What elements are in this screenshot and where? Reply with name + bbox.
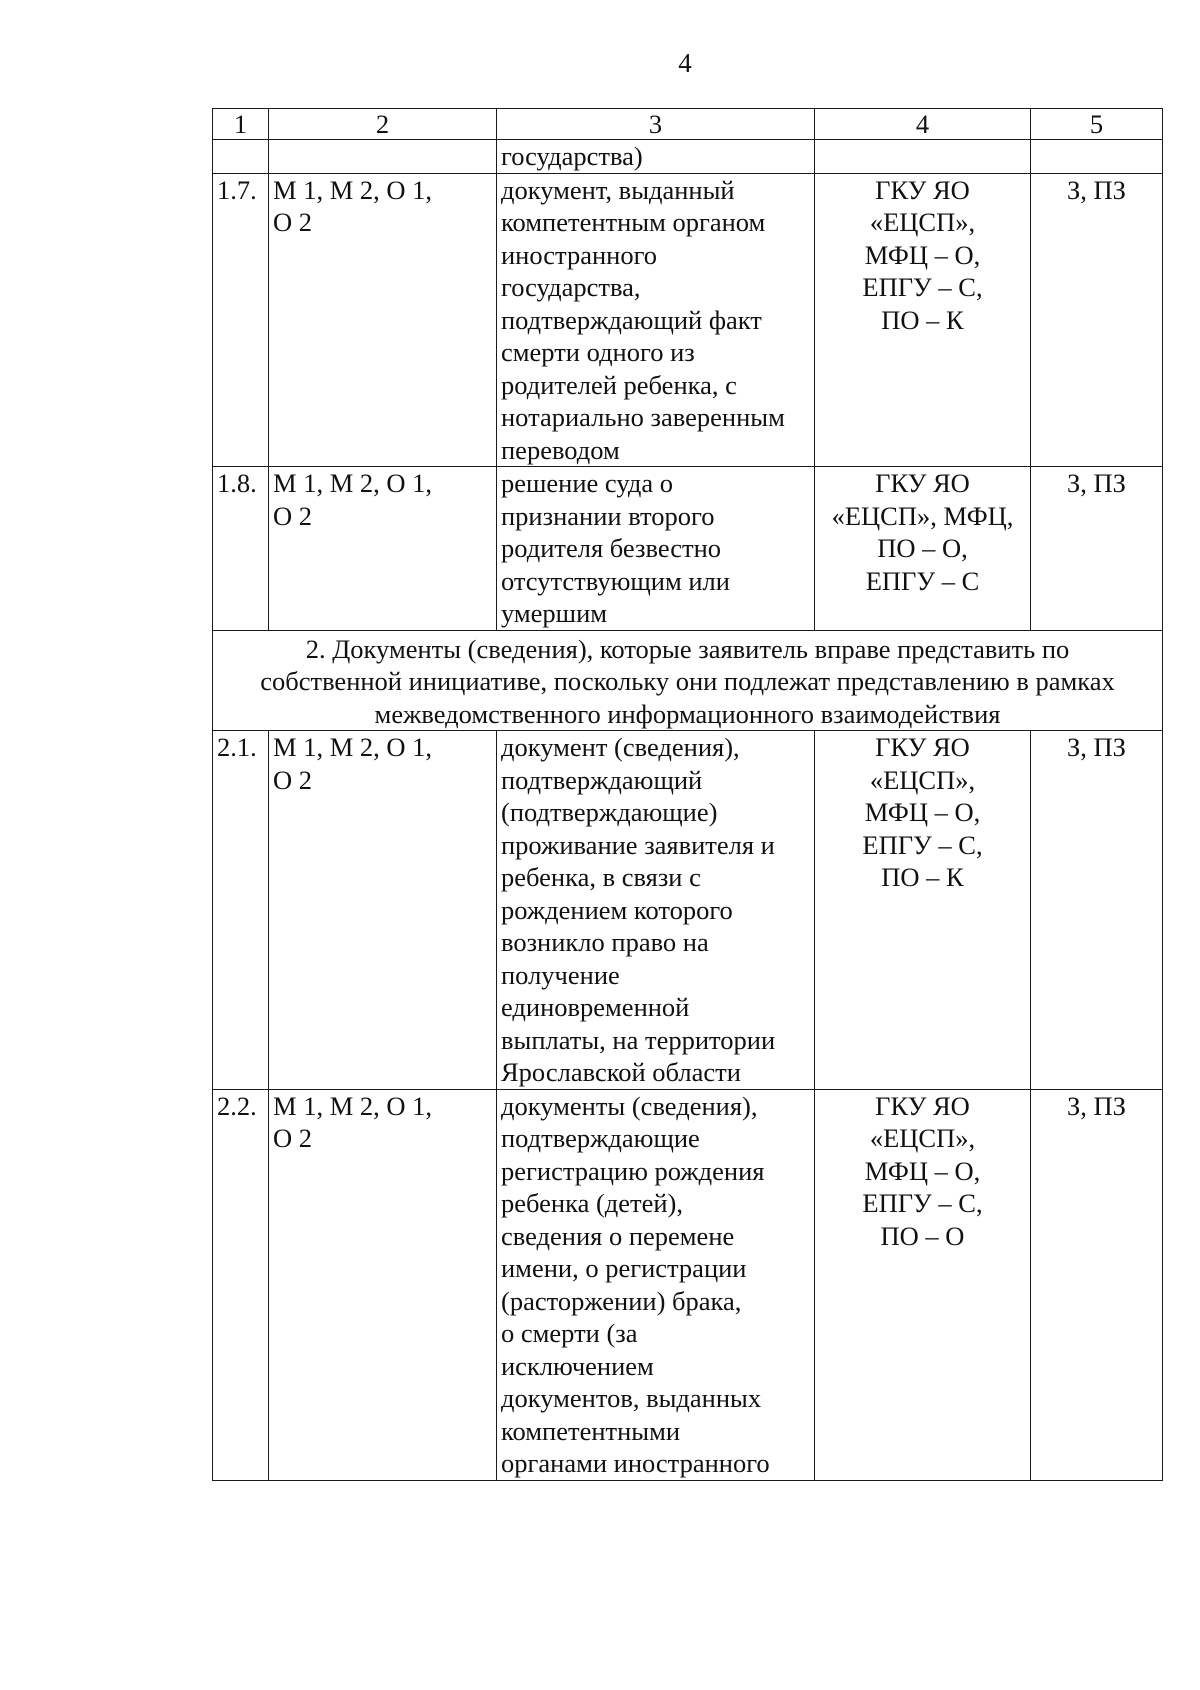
- table-row: [213, 731, 1163, 1090]
- category-codes-line: М 1, М 2, О 1,: [273, 1090, 433, 1121]
- document-description-line: рождением которого: [501, 894, 733, 925]
- submission-places-line: МФЦ – О,: [864, 1155, 981, 1186]
- document-description-line: компетентным органом: [501, 207, 766, 237]
- submission-places-line: ЕПГУ – С,: [862, 272, 983, 302]
- item-number: [213, 140, 269, 174]
- column-header: 4: [815, 109, 1031, 140]
- section-heading: [213, 630, 1163, 731]
- submission-places-line: ЕПГУ – С,: [862, 1188, 983, 1218]
- document-description-line: регистрацию рождения: [501, 1155, 765, 1186]
- table-row: [213, 140, 1163, 174]
- category-codes-line: М 1, М 2, О 1,: [273, 732, 433, 762]
- table-header-row: [213, 109, 1163, 140]
- category-codes-line: М 1, М 2, О 1,: [273, 468, 433, 498]
- document-form: З, ПЗ: [1031, 731, 1163, 1090]
- document-description-line: имени, о регистрации: [501, 1253, 747, 1283]
- table-row: [213, 173, 1163, 467]
- document-description-line: решение суда о: [501, 468, 674, 498]
- submission-places-line: ЕПГУ – С,: [862, 829, 983, 860]
- document-description-line: единовременной: [501, 992, 690, 1022]
- submission-places-line: ГКУ ЯО: [875, 1090, 970, 1121]
- item-number: 1.8.: [213, 467, 269, 631]
- submission-places-line: «ЕЦСП»,: [869, 207, 976, 237]
- submission-places-line: «ЕЦСП», МФЦ,: [831, 500, 1014, 531]
- document-description-line: ребенка, в связи с: [501, 862, 701, 892]
- document-description-line: документов, выданных: [501, 1383, 762, 1413]
- document-description-line: отсутствующим или: [501, 565, 730, 596]
- submission-places: [815, 140, 1031, 174]
- submission-places-line: ГКУ ЯО: [875, 174, 970, 205]
- submission-places-line: «ЕЦСП»,: [869, 1123, 976, 1153]
- document-description-line: о смерти (за: [501, 1318, 638, 1348]
- submission-places-line: ПО – О: [880, 1220, 965, 1251]
- category-codes: [269, 731, 497, 1090]
- category-codes: [269, 173, 497, 467]
- document-description-line: признании второго: [501, 500, 715, 531]
- submission-places-line: ЕПГУ – С: [865, 565, 980, 596]
- submission-places-line: «ЕЦСП»,: [869, 764, 976, 795]
- document-description-line: нотариально заверенным: [501, 402, 785, 432]
- document-description-line: (подтверждающие): [501, 797, 718, 827]
- document-description-line: документ (сведения),: [501, 732, 740, 762]
- column-header: 2: [269, 109, 497, 140]
- document-description-line: возникло право на: [501, 927, 709, 957]
- document-description-line: родителей ребенка, с: [501, 369, 737, 400]
- category-codes-line: М 1, М 2, О 1,: [273, 174, 433, 205]
- category-codes: [269, 1089, 497, 1480]
- item-number: 2.1.: [213, 731, 269, 1090]
- section-heading-line: 2. Документы (сведения), которые заявитель вправе представить по: [305, 633, 1070, 664]
- submission-places: [815, 731, 1031, 1090]
- submission-places-line: ПО – К: [881, 304, 964, 335]
- section-heading-line: межведомственного информационного взаимодействия: [374, 698, 1001, 729]
- document-description-line: Ярославской области: [501, 1057, 741, 1087]
- item-number: 2.2.: [213, 1089, 269, 1480]
- item-number: 1.7.: [213, 173, 269, 467]
- document-description-line: переводом: [501, 434, 620, 465]
- document-description-line: родителя безвестно: [501, 533, 722, 563]
- category-codes: [269, 140, 497, 174]
- document-description-line: подтверждающие: [501, 1123, 700, 1153]
- document-description-line: документ, выданный: [501, 174, 735, 205]
- document-description-line: исключением: [501, 1350, 654, 1381]
- category-codes-line: О 2: [273, 207, 313, 237]
- document-description-line: документы (сведения),: [501, 1090, 758, 1121]
- document-description-line: подтверждающий факт: [501, 304, 762, 335]
- document-description-line: смерти одного из: [501, 337, 695, 367]
- document-form: З, ПЗ: [1031, 467, 1163, 631]
- document-description-line: проживание заявителя и: [501, 829, 775, 860]
- document-form: З, ПЗ: [1031, 1089, 1163, 1480]
- document-form: З, ПЗ: [1031, 173, 1163, 467]
- submission-places: [815, 173, 1031, 467]
- table-row: [213, 1089, 1163, 1480]
- document-description: [497, 1089, 815, 1480]
- document-description: [497, 467, 815, 631]
- document-description-line: иностранного: [501, 239, 658, 270]
- table-row: [213, 467, 1163, 631]
- column-header: 5: [1031, 109, 1163, 140]
- document-description-line: компетентными: [501, 1415, 681, 1446]
- column-header: 3: [497, 109, 815, 140]
- document-description-line: получение: [501, 959, 620, 990]
- submission-places-line: МФЦ – О,: [864, 797, 981, 827]
- document-description-line: подтверждающий: [501, 764, 703, 795]
- category-codes-line: О 2: [273, 500, 313, 531]
- section-heading-line: собственной инициативе, поскольку они подлежат представлению в рамках: [260, 666, 1115, 696]
- document-description-line: ребенка (детей),: [501, 1188, 683, 1218]
- document-description-line: умершим: [501, 598, 608, 628]
- document-description-line: органами иностранного: [501, 1448, 770, 1478]
- submission-places-line: ГКУ ЯО: [875, 468, 970, 498]
- document-description: [497, 140, 815, 174]
- documents-table: [212, 108, 1163, 1481]
- submission-places-line: МФЦ – О,: [864, 239, 981, 270]
- document-description-line: государства,: [501, 272, 641, 302]
- submission-places: [815, 1089, 1031, 1480]
- document-description-line: выплаты, на территории: [501, 1024, 776, 1055]
- document-form: [1031, 140, 1163, 174]
- category-codes-line: О 2: [273, 764, 313, 795]
- document-description: [497, 731, 815, 1090]
- submission-places-line: ПО – О,: [877, 533, 968, 563]
- category-codes: [269, 467, 497, 631]
- submission-places-line: ГКУ ЯО: [875, 732, 970, 762]
- column-header: 1: [213, 109, 269, 140]
- table-body: [213, 140, 1163, 1481]
- section-heading-row: [213, 630, 1163, 731]
- submission-places: [815, 467, 1031, 631]
- page-number: 4: [678, 48, 692, 78]
- document-description-line: (расторжении) брака,: [501, 1285, 742, 1316]
- category-codes-line: О 2: [273, 1123, 313, 1153]
- document-description-line: сведения о перемене: [501, 1220, 735, 1251]
- document-description: [497, 173, 815, 467]
- document-description-line: государства): [501, 141, 643, 171]
- submission-places-line: ПО – К: [881, 862, 964, 892]
